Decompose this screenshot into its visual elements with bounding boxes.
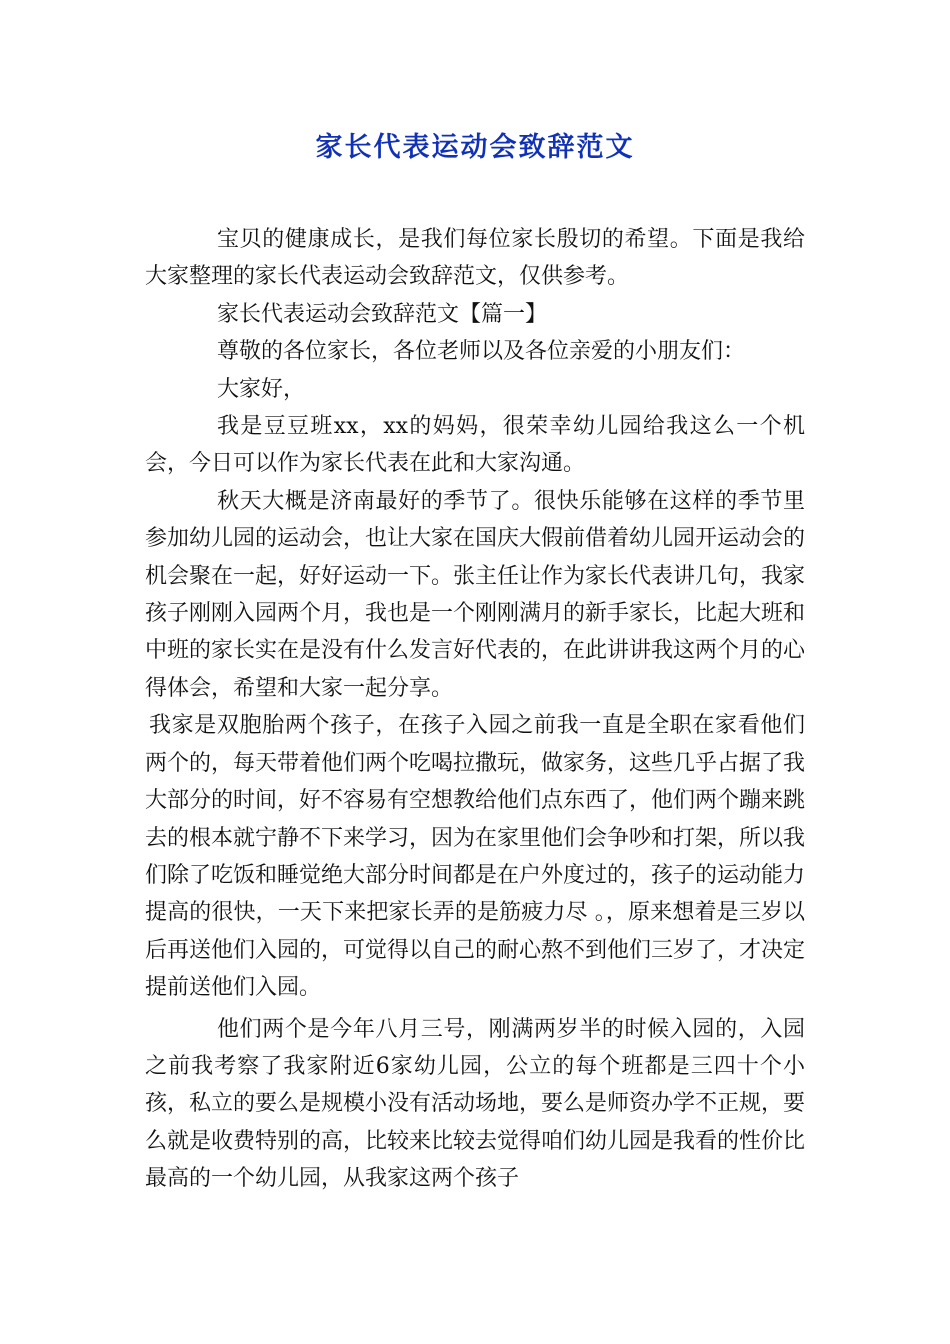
document-body	[145, 221, 805, 1198]
paragraph-greeting: 大家好，	[217, 376, 306, 402]
paragraph-intro: 宝贝的健康成长，是我们每位家长殷切的希望。下面是我给大家整理的家长代表运动会致辞范文，仅供参考。	[145, 227, 805, 290]
paragraph-enrollment: 他们两个是今年八月三号，刚满两岁半的时候入园的，入园之前我考察了我家附近6家幼儿园，公立的每个班都是三四十个小孩，私立的要么是规模小没有活动场地，要么是师资办学不正规，要么就是收费特别的高，比较来比较去觉得咱们幼儿园是我看的性价比最高的一个幼儿园，从我家这两个孩子	[145, 1016, 806, 1192]
paragraph-self-intro: 我是豆豆班xx，xx的妈妈，很荣幸幼儿园给我这么一个机会，今日可以作为家长代表在此和大家沟通。	[145, 414, 805, 477]
paragraph-autumn: 秋天大概是济南最好的季节了。很快乐能够在这样的季节里参加幼儿园的运动会，也让大家在国庆大假前借着幼儿园开运动会的机会聚在一起，好好运动一下。张主任让作为家长代表讲几句，我家孩子刚刚入园两个月，我也是一个刚刚满月的新手家长，比起大班和中班的家长实在是没有什么发言好代表的，在此讲讲我这两个月的心得体会，希望和大家一起分享。	[145, 488, 806, 701]
paragraph-twins: 我家是双胞胎两个孩子，在孩子入园之前我一直是全职在家看他们两个的，每天带着他们两个吃喝拉撒玩，做家务，这些几乎占据了我大部分的时间，好不容易有空想教给他们点东西了，他们两个蹦来跳去的根本就宁静不下来学习，因为在家里他们会争吵和打架，所以我们除了吃饭和睡觉绝大部分时间都是在户外度过的，孩子的运动能力提高的很快，一天下来把家长弄的是筋疲力尽 。，原来想着是三岁以后再送他们入园的，可觉得以自己的耐心熬不到他们三岁了，才决定提前送他们入园。	[145, 713, 806, 1001]
document-title: 家长代表运动会致辞范文	[315, 132, 635, 163]
paragraph-section-heading: 家长代表运动会致辞范文【篇一】	[217, 301, 548, 327]
paragraph-salutation: 尊敬的各位家长，各位老师以及各位亲爱的小朋友们：	[217, 339, 746, 365]
